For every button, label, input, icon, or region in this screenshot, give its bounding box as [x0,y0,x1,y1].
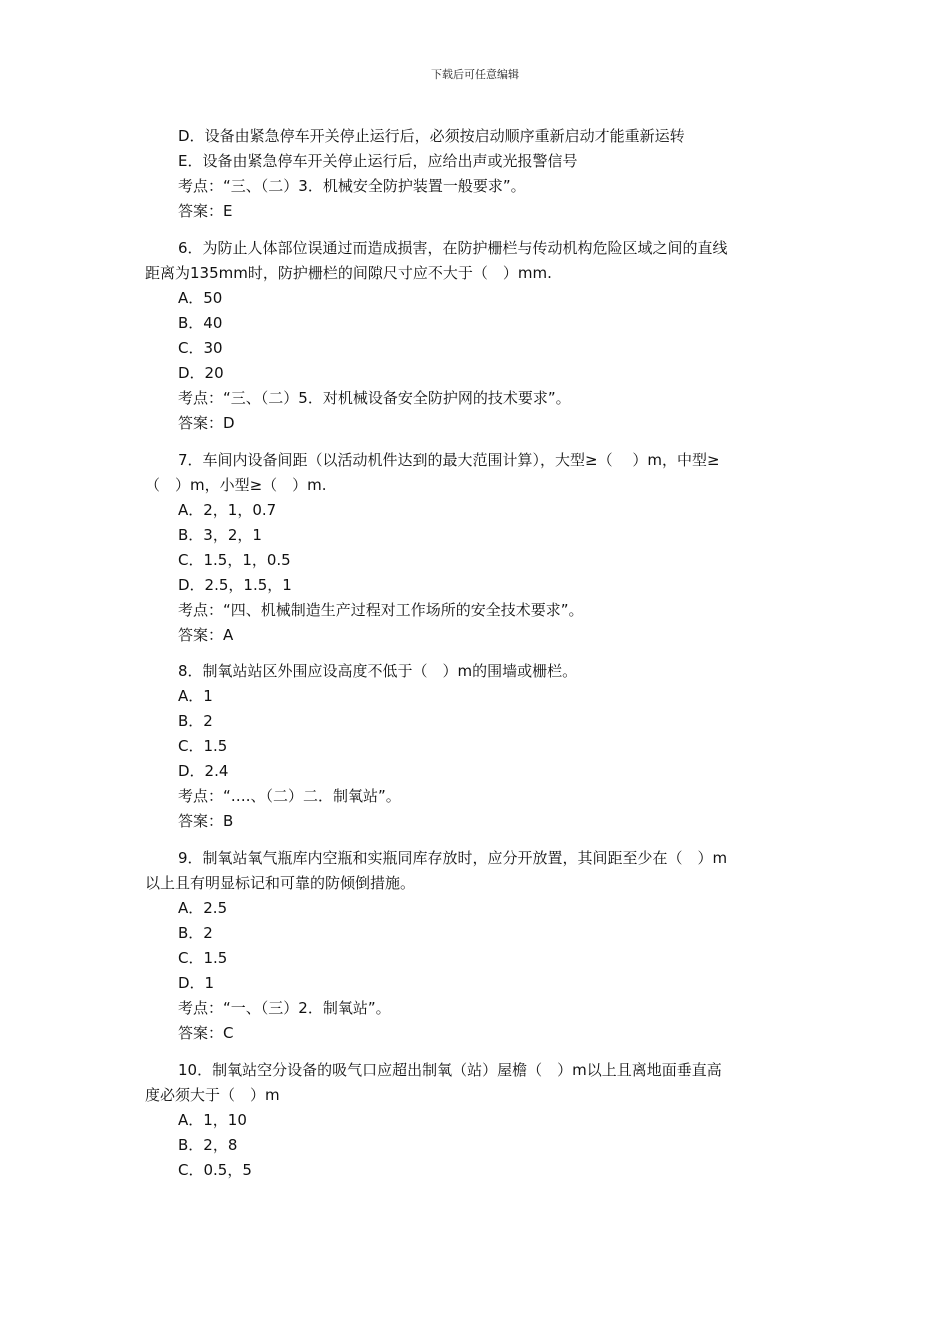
question-stem: 8．制氧站站区外围应设高度不低于（ ）m的围墙或栅栏。 [178,662,578,680]
question-stem: 9．制氧站氧气瓶库内空瓶和实瓶同库存放时，应分开放置，其间距至少在（ ）m [178,849,728,867]
option-a: A．2，1，0.7 [178,501,277,519]
option-b: B．2 [178,924,213,942]
question-stem-continued: 距离为135mm时，防护栅栏的间隙尺寸应不大于（ ）mm. [145,264,552,282]
option-a: A．2.5 [178,899,228,917]
question-stem: 7．车间内设备间距（以活动机件达到的最大范围计算），大型≥（ ）m，中型≥ [178,451,720,469]
answer: 答案：B [178,812,234,830]
question-stem-continued: （ ）m，小型≥（ ）m. [145,476,327,494]
option-d: D．2.4 [178,762,229,780]
kaodian: 考点：“四、机械制造生产过程对工作场所的安全技术要求”。 [178,601,584,619]
option-d: D．设备由紧急停车开关停止运行后，必须按启动顺序重新启动才能重新运转 [178,127,685,145]
kaodian: 考点：“三、（二）3．机械安全防护装置一般要求”。 [178,177,526,195]
kaodian: 考点：“三、（二）5．对机械设备安全防护网的技术要求”。 [178,389,571,407]
kaodian: 考点：“一、（三）2．制氧站”。 [178,999,391,1017]
answer: 答案：D [178,414,235,432]
question-stem-continued: 以上且有明显标记和可靠的防倾倒措施。 [145,874,416,892]
option-c: C．0.5，5 [178,1161,252,1179]
kaodian: 考点：“….、（二）二．制氧站”。 [178,787,401,805]
option-c: C．1.5 [178,949,228,967]
option-c: C．1.5 [178,737,228,755]
page-header: 下载后可任意编辑 [431,68,519,81]
option-c: C．1.5，1，0.5 [178,551,291,569]
answer: 答案：E [178,202,233,220]
option-d: D．2.5，1.5，1 [178,576,292,594]
option-a: A．1 [178,687,213,705]
option-e: E．设备由紧急停车开关停止运行后，应给出声或光报警信号 [178,152,578,170]
option-a: A．1，10 [178,1111,247,1129]
answer: 答案：A [178,626,234,644]
option-b: B．2 [178,712,213,730]
option-c: C．30 [178,339,223,357]
question-stem: 6．为防止人体部位误通过而造成损害，在防护栅栏与传动机构危险区域之间的直线 [178,239,728,257]
option-d: D．1 [178,974,215,992]
option-a: A．50 [178,289,223,307]
option-b: B．2，8 [178,1136,238,1154]
document-body [145,124,805,1183]
question-stem-continued: 度必须大于（ ）m [145,1086,280,1104]
answer: 答案：C [178,1024,234,1042]
option-b: B．3，2，1 [178,526,262,544]
option-b: B．40 [178,314,223,332]
question-stem: 10．制氧站空分设备的吸气口应超出制氧（站）屋檐（ ）m以上且离地面垂直高 [178,1061,722,1079]
option-d: D．20 [178,364,224,382]
